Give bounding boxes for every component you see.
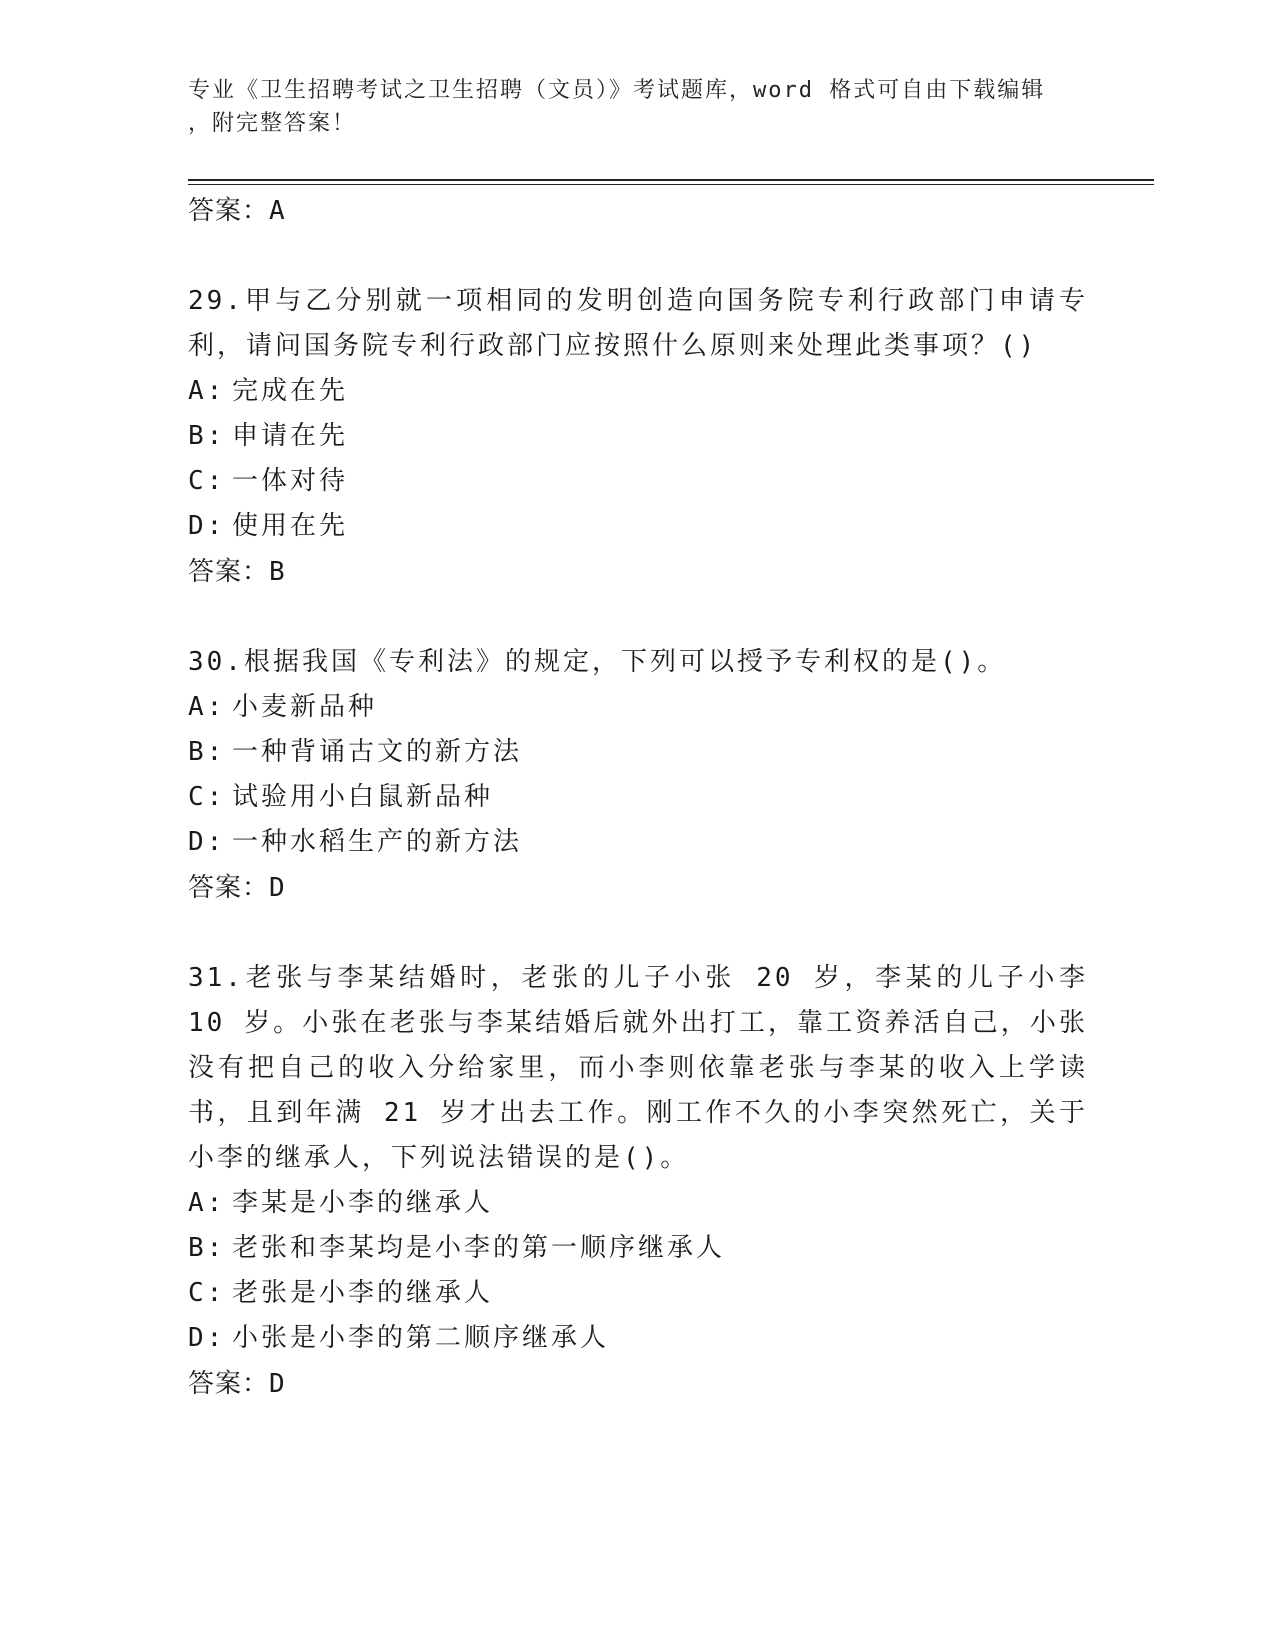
option-letter: C:	[188, 1278, 226, 1308]
answer-label: 答案：	[188, 557, 270, 587]
option-text: 小张是小李的第二顺序继承人	[232, 1323, 610, 1353]
option-text: 申请在先	[232, 421, 349, 451]
question-29	[188, 279, 1088, 595]
option-text: 老张和李某均是小李的第一顺序继承人	[232, 1233, 726, 1263]
option-text: 老张是小李的继承人	[232, 1278, 494, 1308]
question-stem: 30.根据我国《专利法》的规定，下列可以授予专利权的是()。	[188, 647, 1007, 677]
answer-value: B	[269, 557, 286, 587]
option-letter: B:	[188, 421, 226, 451]
answer-value: A	[269, 196, 286, 226]
option-letter: C:	[188, 782, 226, 812]
option-a	[188, 685, 1088, 730]
question-answer	[188, 865, 1088, 911]
option-c	[188, 459, 1088, 504]
option-b	[188, 1226, 1088, 1271]
question-answer	[188, 1361, 1088, 1407]
option-text: 一体对待	[232, 466, 349, 496]
option-a	[188, 1181, 1088, 1226]
option-d	[188, 820, 1088, 865]
answer-label: 答案：	[188, 1369, 270, 1399]
question-stem: 29.甲与乙分别就一项相同的发明创造向国务院专利行政部门申请专利，请问国务院专利行政部门应按照什么原则来处理此类事项？()	[188, 286, 1088, 361]
option-text: 使用在先	[232, 511, 349, 541]
question-answer	[188, 549, 1088, 595]
header-rule-thin	[188, 184, 1154, 185]
option-letter: C:	[188, 466, 226, 496]
answer-value: D	[269, 873, 286, 903]
question-list	[188, 188, 1088, 1407]
option-text: 一种水稻生产的新方法	[232, 827, 523, 857]
option-letter: A:	[188, 1188, 226, 1218]
header-line-1: 专业《卫生招聘考试之卫生招聘（文员）》考试题库，word 格式可自由下载编辑	[188, 78, 1046, 103]
previous-answer	[188, 188, 1088, 234]
option-text: 完成在先	[232, 376, 349, 406]
option-d	[188, 1316, 1088, 1361]
option-text: 李某是小李的继承人	[232, 1188, 494, 1218]
question-31	[188, 956, 1088, 1407]
question-30	[188, 640, 1088, 911]
option-c	[188, 1271, 1088, 1316]
option-letter: B:	[188, 1233, 226, 1263]
question-stem: 31.老张与李某结婚时，老张的儿子小张 20 岁，李某的儿子小李 10 岁。小张在老张与李某结婚后就外出打工，靠工资养活自己，小张没有把自己的收入分给家里，而小李则依靠老张与李某的收入上学读书，且到年满 21 岁才出去工作。刚工作不久的小李突然死亡，关于小李的继承人，下列说法错误的是()。	[188, 963, 1088, 1173]
answer-label: 答案：	[188, 873, 270, 903]
option-c	[188, 775, 1088, 820]
option-letter: D:	[188, 827, 226, 857]
option-letter: B:	[188, 737, 226, 767]
option-text: 试验用小白鼠新品种	[232, 782, 494, 812]
option-letter: D:	[188, 511, 226, 541]
option-text: 一种背诵古文的新方法	[232, 737, 523, 767]
document-header	[188, 74, 1068, 140]
header-line-2: ，附完整答案！	[188, 111, 357, 136]
option-b	[188, 414, 1088, 459]
answer-value: D	[269, 1369, 286, 1399]
option-a	[188, 369, 1088, 414]
option-letter: A:	[188, 692, 226, 722]
answer-label: 答案：	[188, 196, 270, 226]
option-letter: D:	[188, 1323, 226, 1353]
option-b	[188, 730, 1088, 775]
header-rule-thick	[188, 179, 1154, 181]
option-letter: A:	[188, 376, 226, 406]
option-text: 小麦新品种	[232, 692, 378, 722]
option-d	[188, 504, 1088, 549]
